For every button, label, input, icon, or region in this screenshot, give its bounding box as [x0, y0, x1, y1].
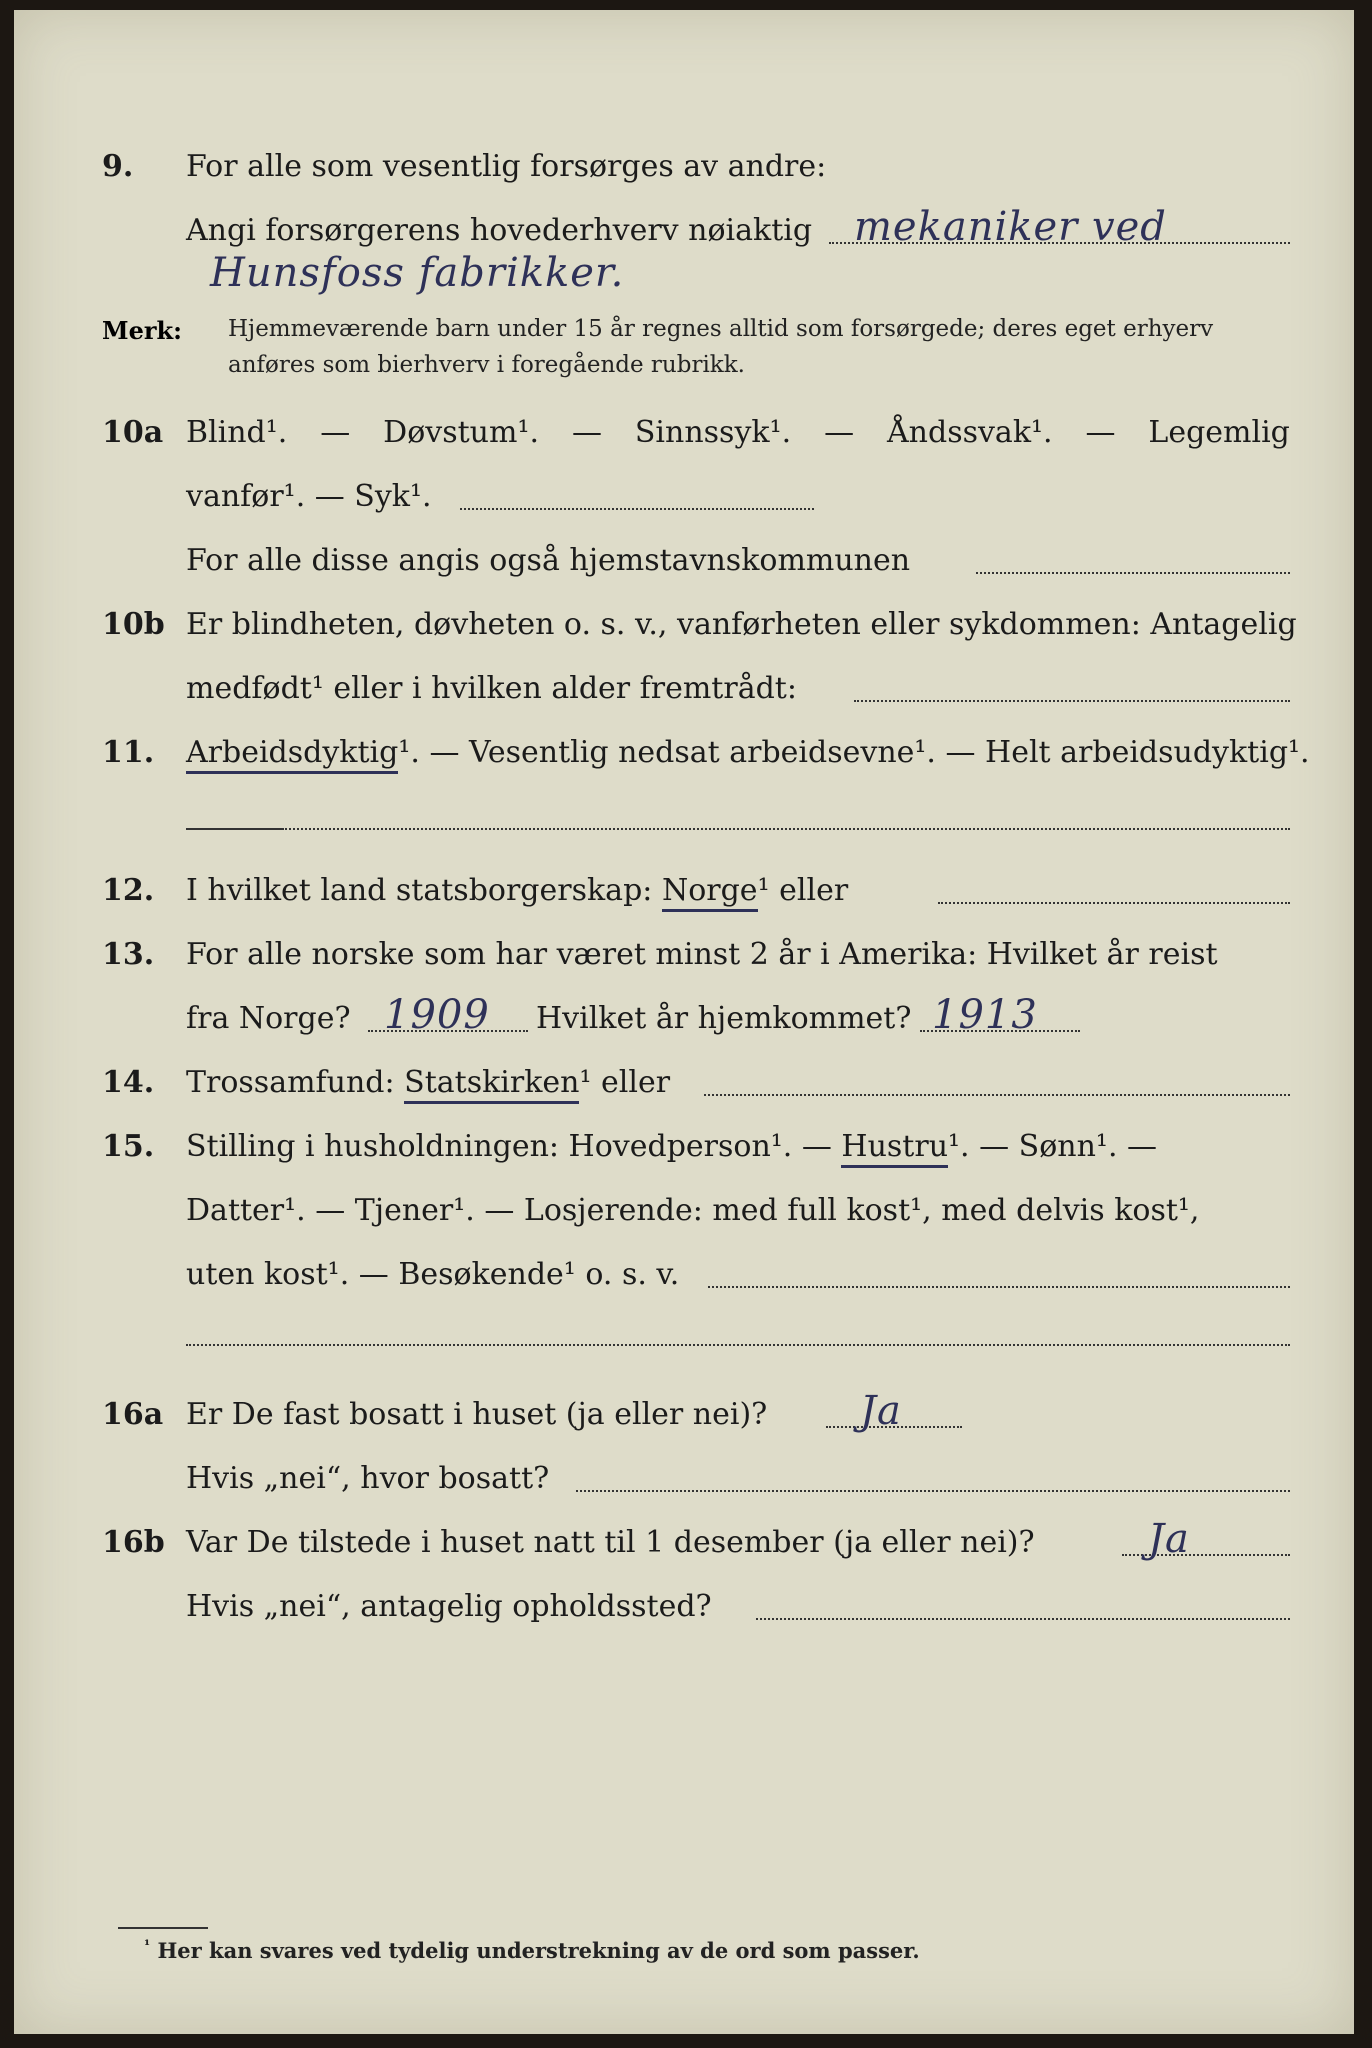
- q16a-answer[interactable]: Ja: [860, 1388, 902, 1434]
- q10a-options: [186, 415, 1290, 450]
- q16a-bosatt-line: [576, 1490, 1290, 1492]
- q10b-line2: medfødt¹ eller i hvilken alder fremtrådt:: [186, 671, 797, 706]
- q10b-row: [14, 590, 1354, 650]
- q15-line1a: Stilling i husholdningen: Hovedperson¹. —: [186, 1129, 832, 1164]
- q16a-line1: Er De fast bosatt i huset (ja eller nei)?: [186, 1397, 768, 1432]
- q15-line1b: ¹. — Sønn¹. —: [948, 1129, 1158, 1164]
- footnote: [144, 1938, 920, 1963]
- q10a-blind: Blind¹.: [186, 415, 288, 450]
- q10a-dash: —: [571, 415, 602, 450]
- q11-number: 11.: [102, 735, 155, 770]
- q10a-dash: —: [1085, 415, 1116, 450]
- q10a-line3: For alle disse angis også hjemstavnskommunen: [186, 543, 911, 578]
- q10a-dash: —: [320, 415, 351, 450]
- q16a-row2: [14, 1444, 1354, 1504]
- q10a-row2: [14, 462, 1354, 522]
- q15-number: 15.: [102, 1129, 155, 1164]
- q14-answer-line: [704, 1094, 1290, 1096]
- q16b-line2: Hvis „nei“, antagelig opholdssted?: [186, 1589, 712, 1624]
- q13-answer-reist[interactable]: 1909: [384, 992, 490, 1038]
- q12-number: 12.: [102, 873, 155, 908]
- q13-line2b: Hvilket år hjemkommet?: [536, 1001, 912, 1036]
- q9-row: [14, 132, 1354, 192]
- q12-text: [186, 873, 848, 908]
- q9-row3: [14, 242, 1354, 302]
- q9-number: 9.: [102, 149, 134, 184]
- q10a-dash: —: [824, 415, 855, 450]
- q11-text: [186, 735, 1310, 770]
- q15-answer-line: [708, 1286, 1290, 1288]
- census-form-page: [14, 10, 1354, 2034]
- q9-answer-b[interactable]: Hunsfoss fabrikker.: [210, 250, 625, 296]
- q13-answer-hjem[interactable]: 1913: [932, 992, 1038, 1038]
- merk-line1: Hjemmeværende barn under 15 år regnes alltid som forsørgede; deres eget erhyerv: [228, 316, 1214, 342]
- q10a-andssvak: Åndssvak¹.: [887, 415, 1053, 450]
- q12-row: [14, 856, 1354, 916]
- q16b-line1: Var De tilstede i huset natt til 1 desember (ja eller nei)?: [186, 1525, 1035, 1560]
- q11-row2: [14, 782, 1354, 842]
- q15-row2: [14, 1176, 1354, 1236]
- q11-rest: ¹. — Vesentlig nedsat arbeidsevne¹. — Helt arbeidsudyktig¹.: [398, 735, 1310, 770]
- q15-row: [14, 1112, 1354, 1172]
- q10b-row2: [14, 654, 1354, 714]
- q16b-row: [14, 1508, 1354, 1568]
- merk-label: Merk:: [102, 316, 182, 345]
- q15-row4: [14, 1298, 1354, 1358]
- q16a-line2: Hvis „nei“, hvor bosatt?: [186, 1461, 550, 1496]
- footnote-text: Her kan svares ved tydelig understrekning av de ord som passer.: [157, 1938, 920, 1963]
- q16b-answer[interactable]: Ja: [1148, 1516, 1190, 1562]
- q15-line3: uten kost¹. — Besøkende¹ o. s. v.: [186, 1257, 680, 1292]
- q13-line2a: fra Norge?: [186, 1001, 351, 1036]
- q10a-syk-answer-line: [460, 508, 814, 510]
- q10b-answer-line: [854, 700, 1290, 702]
- q13-number: 13.: [102, 937, 155, 972]
- q16a-row: [14, 1380, 1354, 1440]
- q15-row3: [14, 1240, 1354, 1300]
- q13-line1: For alle norske som har været minst 2 år i Amerika: Hvilket år reist: [186, 937, 1218, 972]
- q14-text: [186, 1065, 670, 1100]
- q11-arbeidsdyktig-underlined[interactable]: Arbeidsdyktig: [186, 735, 398, 774]
- q12-suffix: ¹ eller: [757, 873, 849, 908]
- q10a-number: 10a: [102, 415, 164, 450]
- q10a-line2: vanfør¹. — Syk¹.: [186, 479, 432, 514]
- q11-answer-line-solid: [186, 828, 282, 830]
- q10a-row3: [14, 526, 1354, 586]
- q14-statskirken-underlined[interactable]: Statskirken: [404, 1065, 579, 1104]
- q12-answer-line: [938, 902, 1290, 904]
- q12-prefix: I hvilket land statsborgerskap:: [186, 873, 653, 908]
- q10b-line1: Er blindheten, døvheten o. s. v., vanførheten eller sykdommen: Antagelig: [186, 607, 1297, 642]
- q13-row2: [14, 984, 1354, 1044]
- q16b-row2: [14, 1572, 1354, 1632]
- footnote-mark: ¹: [144, 1938, 151, 1954]
- q16a-number: 16a: [102, 1397, 164, 1432]
- q14-number: 14.: [102, 1065, 155, 1100]
- merk-note: [14, 316, 1354, 386]
- q15-hustru-underlined[interactable]: Hustru: [841, 1129, 948, 1168]
- q10a-sinnssyk: Sinnssyk¹.: [634, 415, 792, 450]
- q10a-legemlig: Legemlig: [1148, 415, 1290, 450]
- q9-answer-a[interactable]: mekaniker ved: [854, 204, 1167, 250]
- q10a-dovstum: Døvstum¹.: [383, 415, 540, 450]
- q11-answer-line: [282, 828, 1290, 830]
- q16b-opphold-line: [756, 1618, 1290, 1620]
- q10a-kommune-answer-line: [976, 572, 1290, 574]
- q15-answer-line-2: [186, 1344, 1290, 1346]
- q15-line2: Datter¹. — Tjener¹. — Losjerende: med full kost¹, med delvis kost¹,: [186, 1193, 1200, 1228]
- q9-line1: For alle som vesentlig forsørges av andre:: [186, 149, 827, 184]
- q16b-number: 16b: [102, 1525, 165, 1560]
- q14-row: [14, 1048, 1354, 1108]
- merk-line2: anføres som bierhverv i foregående rubrikk.: [228, 352, 745, 378]
- q11-row: [14, 718, 1354, 778]
- footnote-rule: [118, 1927, 208, 1929]
- q10a-row: [14, 398, 1354, 458]
- q12-norge-underlined[interactable]: Norge: [662, 873, 758, 912]
- q14-suffix: ¹ eller: [579, 1065, 671, 1100]
- q15-text: [186, 1129, 1157, 1164]
- q10b-number: 10b: [102, 607, 165, 642]
- q9-line2: Angi forsørgerens hovederhverv nøiaktig: [186, 213, 813, 248]
- q14-prefix: Trossamfund:: [186, 1065, 395, 1100]
- q13-row: [14, 920, 1354, 980]
